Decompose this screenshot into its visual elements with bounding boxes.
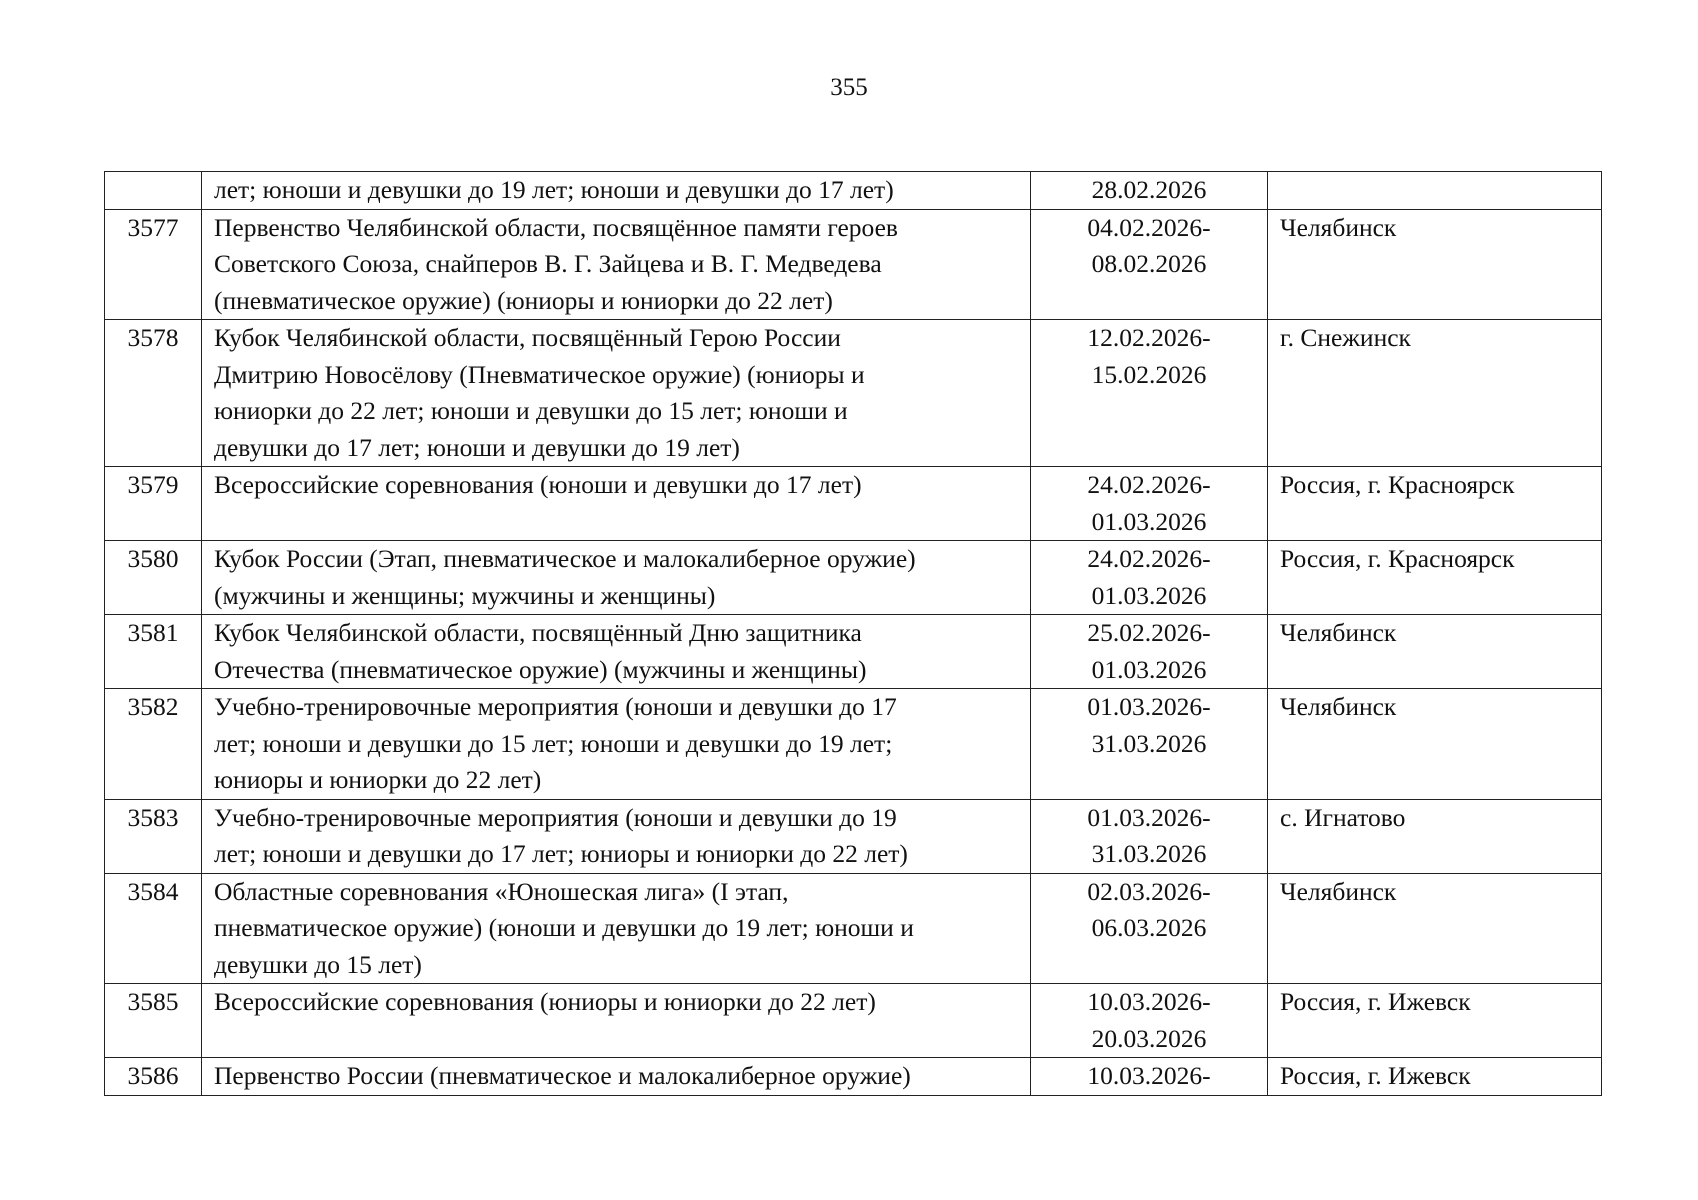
event-dates: 10.03.2026- 20.03.2026 xyxy=(1031,984,1268,1058)
event-place: Россия, г. Красноярск xyxy=(1268,467,1602,541)
table-row xyxy=(105,541,1602,615)
event-name: Кубок Челябинской области, посвящённый Герою России Дмитрию Новосёлову (Пневматическое оружие) (юниоры и юниорки до 22 лет; юноши и девушки до 15 лет; юноши и девушки до 17 лет; юноши и девушки до 19 лет) xyxy=(202,320,1031,467)
event-place: с. Игнатово xyxy=(1268,799,1602,873)
row-number xyxy=(105,172,202,210)
event-dates: 01.03.2026- 31.03.2026 xyxy=(1031,799,1268,873)
event-name: Учебно-тренировочные мероприятия (юноши и девушки до 19 лет; юноши и девушки до 17 лет; юниоры и юниорки до 22 лет) xyxy=(202,799,1031,873)
row-number: 3586 xyxy=(105,1058,202,1096)
table-row xyxy=(105,984,1602,1058)
row-number: 3577 xyxy=(105,209,202,320)
event-place: Челябинск xyxy=(1268,689,1602,800)
event-name: Всероссийские соревнования (юниоры и юниорки до 22 лет) xyxy=(202,984,1031,1058)
row-number: 3583 xyxy=(105,799,202,873)
event-dates: 24.02.2026- 01.03.2026 xyxy=(1031,467,1268,541)
row-number: 3581 xyxy=(105,615,202,689)
row-number: 3580 xyxy=(105,541,202,615)
page-number: 355 xyxy=(830,74,868,101)
table-row xyxy=(105,615,1602,689)
table-row xyxy=(105,799,1602,873)
event-dates: 01.03.2026- 31.03.2026 xyxy=(1031,689,1268,800)
event-name: Кубок России (Этап, пневматическое и малокалиберное оружие) (мужчины и женщины; мужчины и женщины) xyxy=(202,541,1031,615)
table-row xyxy=(105,320,1602,467)
event-dates: 10.03.2026- xyxy=(1031,1058,1268,1096)
table-row xyxy=(105,467,1602,541)
row-number: 3578 xyxy=(105,320,202,467)
event-name: лет; юноши и девушки до 19 лет; юноши и девушки до 17 лет) xyxy=(202,172,1031,210)
event-name: Областные соревнования «Юношеская лига» (I этап, пневматическое оружие) (юноши и девушки до 19 лет; юноши и девушки до 15 лет) xyxy=(202,873,1031,984)
table-row xyxy=(105,209,1602,320)
event-place: г. Снежинск xyxy=(1268,320,1602,467)
row-number: 3584 xyxy=(105,873,202,984)
event-name: Первенство России (пневматическое и малокалиберное оружие) xyxy=(202,1058,1031,1096)
event-name: Кубок Челябинской области, посвящённый Дню защитника Отечества (пневматическое оружие) (мужчины и женщины) xyxy=(202,615,1031,689)
event-dates: 02.03.2026- 06.03.2026 xyxy=(1031,873,1268,984)
row-number: 3579 xyxy=(105,467,202,541)
row-number: 3582 xyxy=(105,689,202,800)
event-name: Учебно-тренировочные мероприятия (юноши и девушки до 17 лет; юноши и девушки до 15 лет; юноши и девушки до 19 лет; юниоры и юниорки до 22 лет) xyxy=(202,689,1031,800)
event-place: Челябинск xyxy=(1268,209,1602,320)
event-dates: 12.02.2026- 15.02.2026 xyxy=(1031,320,1268,467)
event-place: Челябинск xyxy=(1268,615,1602,689)
table-row xyxy=(105,172,1602,210)
table-row xyxy=(105,873,1602,984)
table-row xyxy=(105,689,1602,800)
table-row xyxy=(105,1058,1602,1096)
events-table xyxy=(104,171,1602,1096)
event-dates: 28.02.2026 xyxy=(1031,172,1268,210)
event-name: Всероссийские соревнования (юноши и девушки до 17 лет) xyxy=(202,467,1031,541)
event-dates: 04.02.2026- 08.02.2026 xyxy=(1031,209,1268,320)
event-dates: 24.02.2026- 01.03.2026 xyxy=(1031,541,1268,615)
event-name: Первенство Челябинской области, посвящённое памяти героев Советского Союза, снайперов В. Г. Зайцева и В. Г. Медведева (пневматическое оружие) (юниоры и юниорки до 22 лет) xyxy=(202,209,1031,320)
row-number: 3585 xyxy=(105,984,202,1058)
event-place: Россия, г. Ижевск xyxy=(1268,984,1602,1058)
event-place: Россия, г. Красноярск xyxy=(1268,541,1602,615)
event-dates: 25.02.2026- 01.03.2026 xyxy=(1031,615,1268,689)
event-place: Россия, г. Ижевск xyxy=(1268,1058,1602,1096)
event-place xyxy=(1268,172,1602,210)
event-place: Челябинск xyxy=(1268,873,1602,984)
